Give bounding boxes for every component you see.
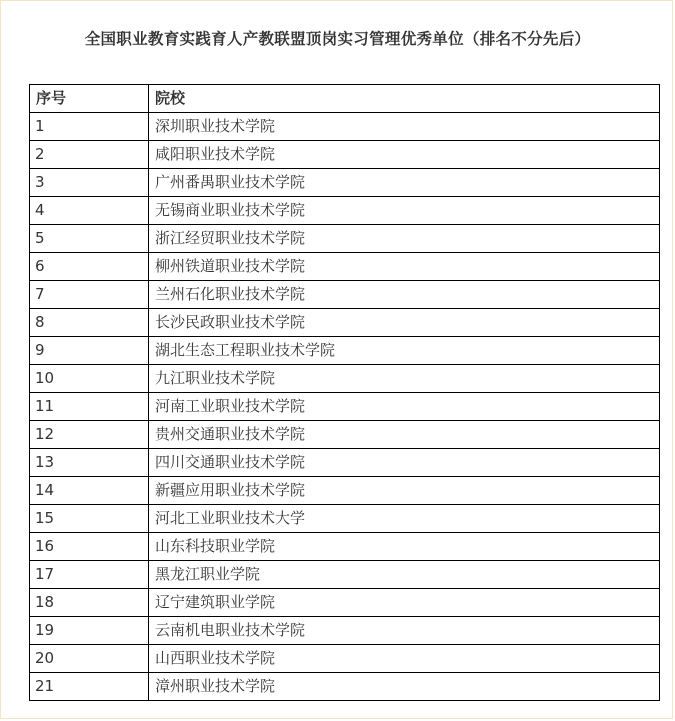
school-name: 河南工业职业技术学院 (149, 393, 660, 421)
row-number: 17 (30, 561, 149, 589)
table-row (30, 589, 660, 617)
school-name: 四川交通职业技术学院 (149, 449, 660, 477)
row-number: 9 (30, 337, 149, 365)
school-name: 湖北生态工程职业技术学院 (149, 337, 660, 365)
table-header-row (30, 85, 660, 113)
row-number: 15 (30, 505, 149, 533)
table-row (30, 477, 660, 505)
table-row (30, 421, 660, 449)
table-row (30, 617, 660, 645)
table-row (30, 281, 660, 309)
row-number: 10 (30, 365, 149, 393)
table-row (30, 561, 660, 589)
school-name: 山西职业技术学院 (149, 645, 660, 673)
row-number: 19 (30, 617, 149, 645)
school-name: 漳州职业技术学院 (149, 673, 660, 701)
table-row (30, 365, 660, 393)
school-name: 咸阳职业技术学院 (149, 141, 660, 169)
row-number: 21 (30, 673, 149, 701)
row-number: 18 (30, 589, 149, 617)
school-name: 河北工业职业技术大学 (149, 505, 660, 533)
row-number: 2 (30, 141, 149, 169)
table-row (30, 169, 660, 197)
school-name: 云南机电职业技术学院 (149, 617, 660, 645)
school-name: 无锡商业职业技术学院 (149, 197, 660, 225)
school-name: 深圳职业技术学院 (149, 113, 660, 141)
school-name: 新疆应用职业技术学院 (149, 477, 660, 505)
row-number: 6 (30, 253, 149, 281)
table-row (30, 673, 660, 701)
row-number: 8 (30, 309, 149, 337)
table-row (30, 253, 660, 281)
row-number: 7 (30, 281, 149, 309)
table-row (30, 393, 660, 421)
school-name: 柳州铁道职业技术学院 (149, 253, 660, 281)
row-number: 1 (30, 113, 149, 141)
table-row (30, 197, 660, 225)
table-row (30, 449, 660, 477)
school-name: 长沙民政职业技术学院 (149, 309, 660, 337)
page-title: 全国职业教育实践育人产教联盟顶岗实习管理优秀单位（排名不分先后） (84, 30, 591, 48)
school-name: 浙江经贸职业技术学院 (149, 225, 660, 253)
table-row (30, 309, 660, 337)
table-row (30, 113, 660, 141)
row-number: 4 (30, 197, 149, 225)
row-number: 3 (30, 169, 149, 197)
row-number: 5 (30, 225, 149, 253)
table-row (30, 505, 660, 533)
row-number: 14 (30, 477, 149, 505)
row-number: 12 (30, 421, 149, 449)
column-header-school: 院校 (149, 85, 660, 113)
row-number: 11 (30, 393, 149, 421)
column-header-number: 序号 (30, 85, 149, 113)
table-row (30, 141, 660, 169)
row-number: 16 (30, 533, 149, 561)
school-name: 贵州交通职业技术学院 (149, 421, 660, 449)
school-name: 黑龙江职业学院 (149, 561, 660, 589)
table-row (30, 337, 660, 365)
school-table (29, 84, 660, 701)
table-row (30, 533, 660, 561)
school-name: 山东科技职业学院 (149, 533, 660, 561)
row-number: 13 (30, 449, 149, 477)
row-number: 20 (30, 645, 149, 673)
school-name: 辽宁建筑职业学院 (149, 589, 660, 617)
school-name: 广州番禺职业技术学院 (149, 169, 660, 197)
school-name: 九江职业技术学院 (149, 365, 660, 393)
table-row (30, 225, 660, 253)
school-name: 兰州石化职业技术学院 (149, 281, 660, 309)
table-row (30, 645, 660, 673)
